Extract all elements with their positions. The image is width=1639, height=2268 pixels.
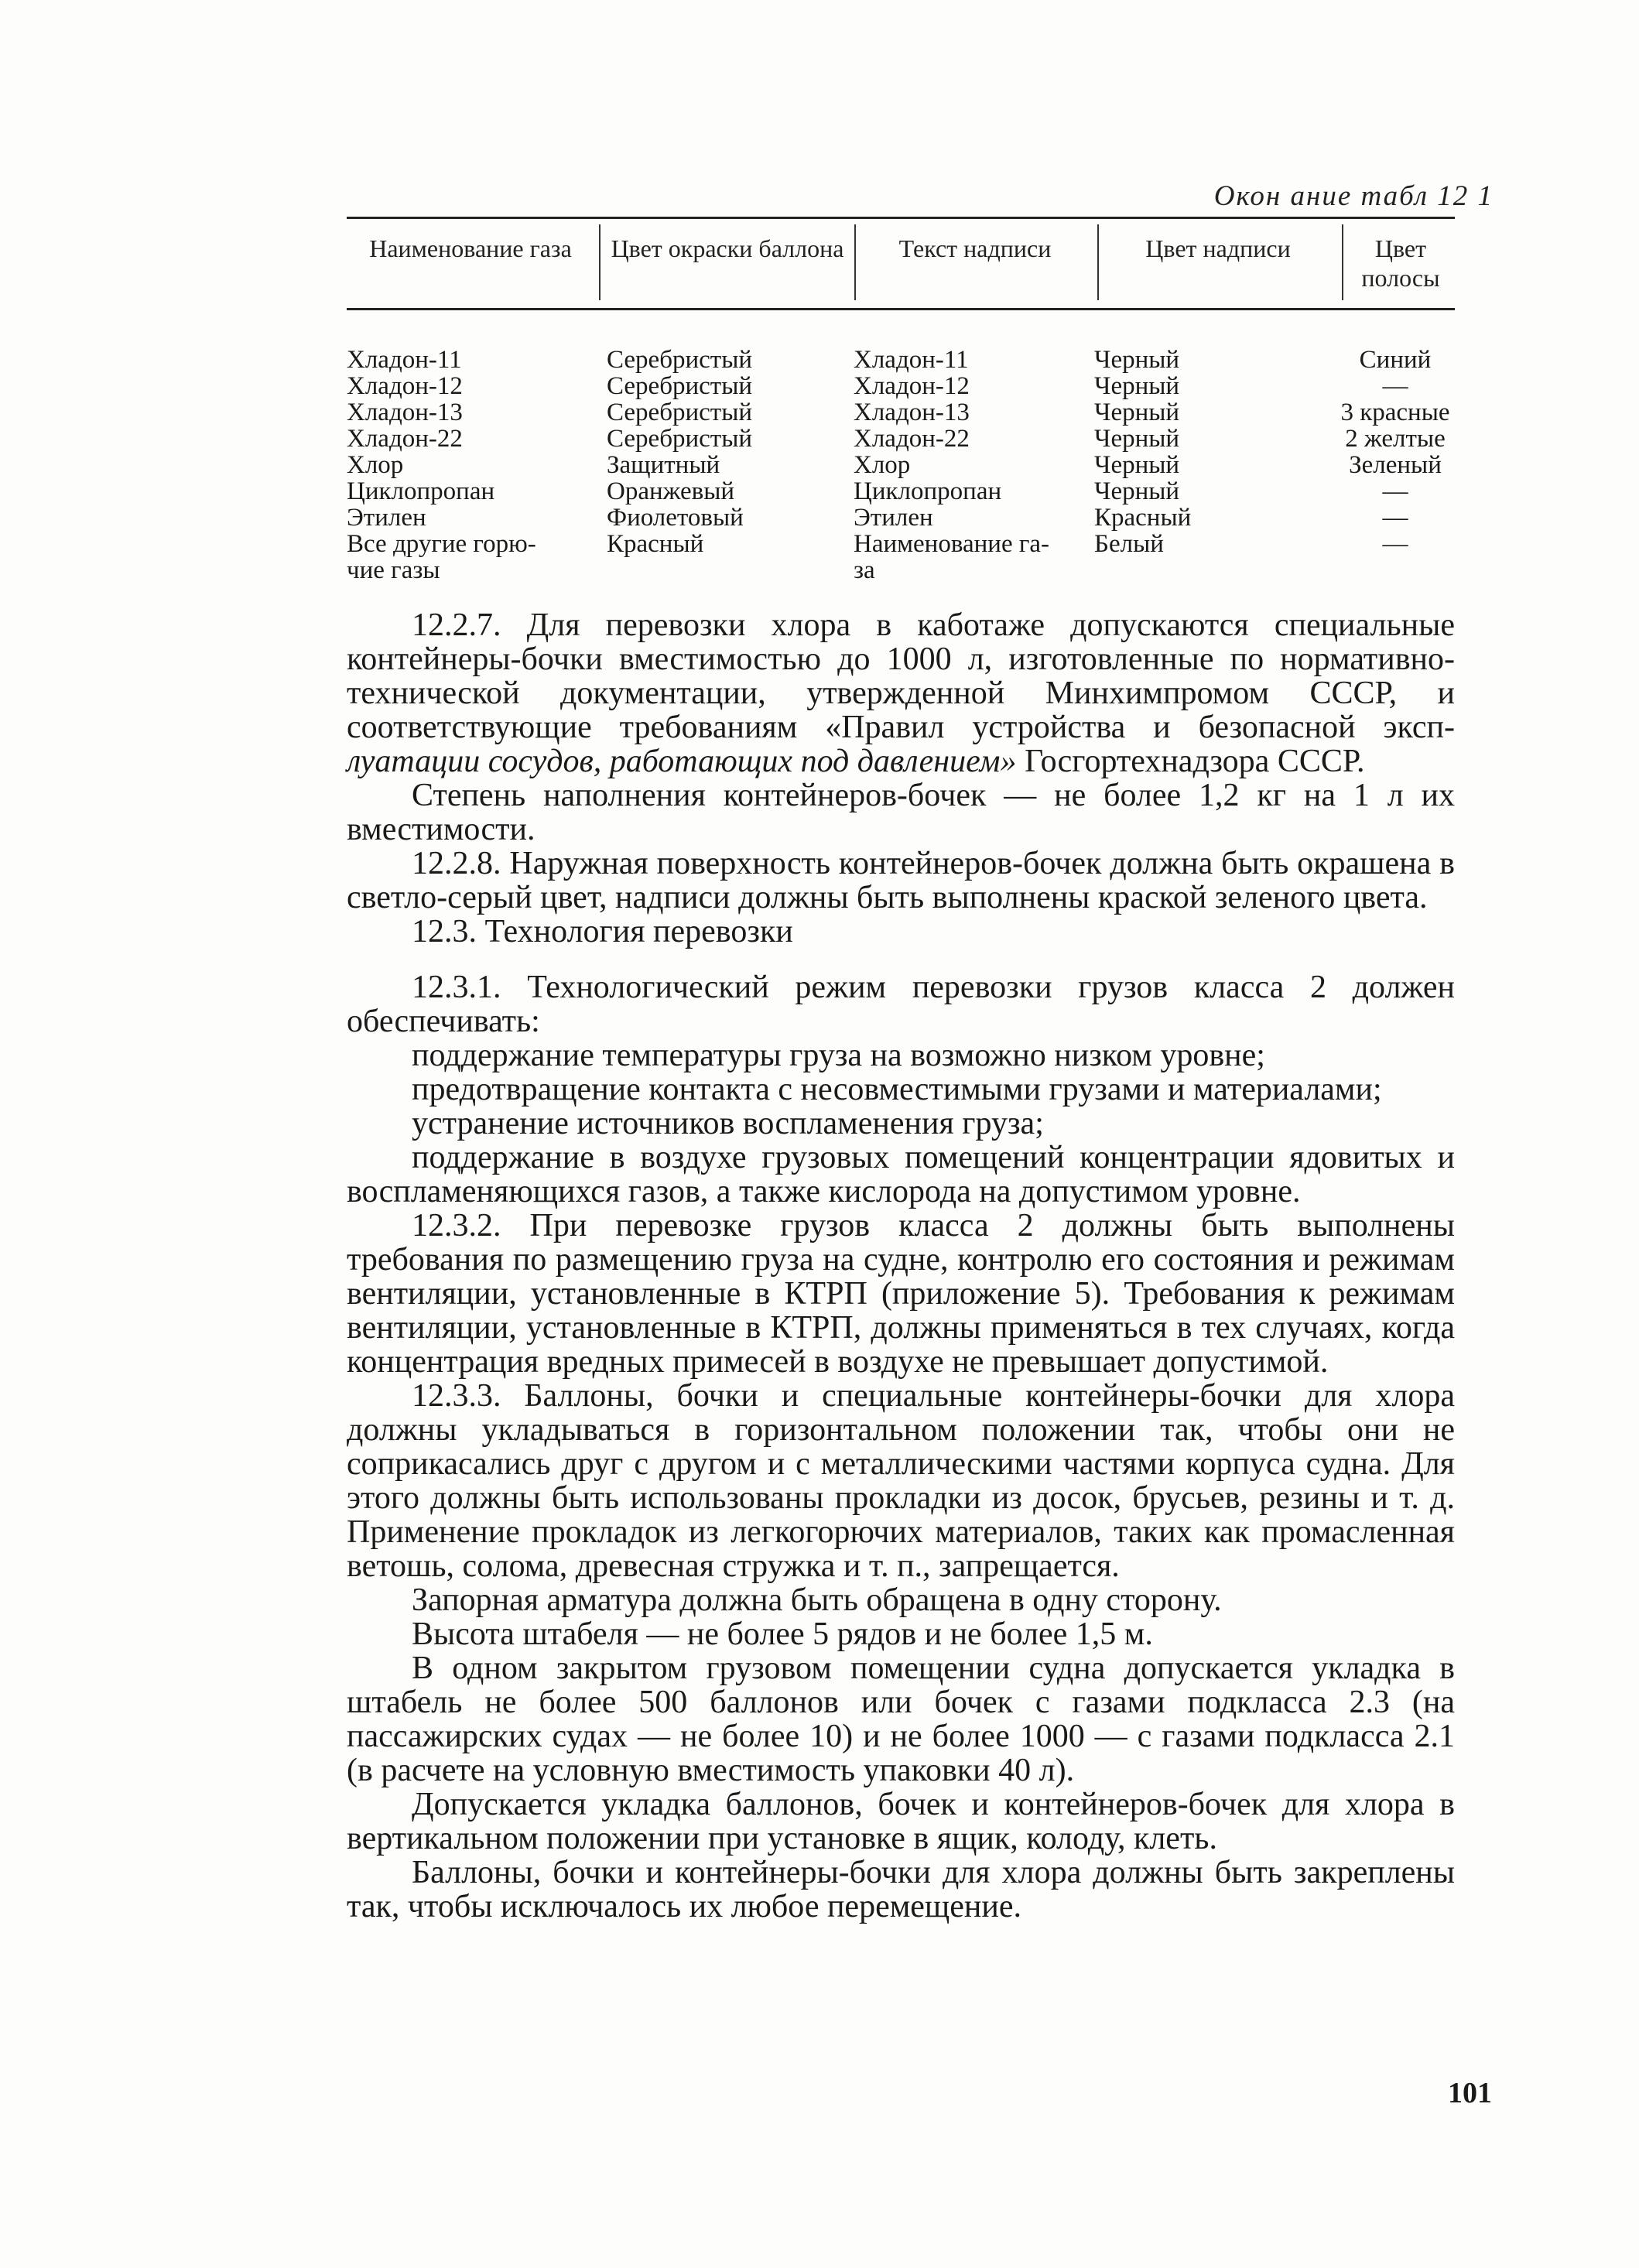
main-text <box>347 608 1455 1924</box>
cell-stripe: 3 красные <box>1340 399 1450 426</box>
cell-inscription-color: Черный <box>1094 399 1180 426</box>
page-number: 101 <box>1448 2077 1492 2109</box>
cell-stripe: — <box>1382 530 1408 558</box>
table-row <box>347 399 1455 426</box>
requirement-item: поддержание в воздухе грузовых помещений концентрации ядовитых и воспламеняющихся газов, а также кислорода на допустимом уровне. <box>347 1140 1455 1209</box>
cell-inscription-color: Черный <box>1094 451 1180 479</box>
cell-stripe: — <box>1382 504 1408 532</box>
cell-gas: Циклопропан <box>347 477 495 505</box>
cell-stripe: — <box>1382 477 1408 505</box>
paragraph-text: Госгортехнадзора СССР. <box>1016 744 1365 779</box>
cell-inscription: Наименование га- <box>854 530 1050 558</box>
cell-inscription: Циклопропан <box>854 477 1002 505</box>
header-separator <box>1342 224 1343 300</box>
cell-gas: Хлор <box>347 451 404 479</box>
cell-cylinder-color: Фиолетовый <box>607 504 744 532</box>
cell-cylinder-color: Серебристый <box>607 425 753 453</box>
cell-inscription-color: Черный <box>1094 372 1180 400</box>
header-cylinder-color: Цвет окраски баллона <box>611 234 844 262</box>
paragraph-valves: Запорная арматура должна быть обращена в одну сторону. <box>412 1582 1222 1618</box>
cell-cylinder-color: Красный <box>607 530 704 558</box>
cell-inscription: Хлор <box>854 451 911 479</box>
spacer <box>347 949 1455 970</box>
cell-inscription-color: Белый <box>1094 530 1164 558</box>
cell-inscription-color: Черный <box>1094 425 1180 453</box>
cell-cylinder-color: Серебристый <box>607 346 753 374</box>
paragraph-12-2-7 <box>347 608 1455 778</box>
header-separator <box>599 224 601 300</box>
paragraph-12-3-1: 12.3.1. Технологический режим перевозки грузов класса 2 должен обеспечивать: <box>347 970 1455 1039</box>
paragraph-12-3-3: 12.3.3. Баллоны, бочки и специальные контейнеры-бочки для хлора должны укладываться в горизонтальном положении так, чтобы они не соприкасались друг с другом и с металлическими частями корпуса судна. Для этого должны быть использованы прокладки из досок, брусьев, резины и т. д. Применение прокладок из легкогорючих материалов, таких как промасленная ветошь, солома, древесная стружка и т. п., запрещается. <box>347 1378 1455 1584</box>
table-row <box>347 505 1455 531</box>
cell-inscription-color: Красный <box>1094 504 1192 532</box>
cell-inscription: Этилен <box>854 504 933 532</box>
cell-stripe: Синий <box>1359 346 1432 374</box>
table-header-rule <box>347 308 1455 310</box>
table-row <box>347 557 1455 583</box>
table-row <box>347 347 1455 373</box>
paragraph-12-2-8: 12.2.8. Наружная поверхность контейнеров-бочек должна быть окрашена в светло-серый цвет, надписи должны быть выполнены краской зеленого цвета. <box>347 846 1455 915</box>
cell-stripe: — <box>1382 372 1408 400</box>
section-heading-12-3: 12.3. Технология перевозки <box>412 914 793 949</box>
cell-gas: Этилен <box>347 504 426 532</box>
paragraph-fill-degree: Степень наполнения контейнеров-бочек — не более 1,2 кг на 1 л их вместимости. <box>347 778 1455 847</box>
header-separator <box>1097 224 1099 300</box>
table-row <box>347 452 1455 478</box>
header-inscription-text: Текст надписи <box>898 234 1052 262</box>
cell-gas: чие газы <box>347 556 440 584</box>
requirement-item: предотвращение контакта с несовместимыми грузами и материалами; <box>412 1072 1382 1107</box>
cell-stripe: 2 желтые <box>1345 425 1446 453</box>
cell-gas: Хладон-22 <box>347 425 463 453</box>
paragraph-text: 12.2.7. Для перевозки хлора в каботаже допускаются специальные контейнеры-бочки вместимостью до 1000 л, изготовленные по нормативно-технической документации, утвержденной Минхимпромом СССР, и соответствующие требованиям «Правил устройства и безопасной эксп- <box>347 607 1455 745</box>
header-separator <box>854 224 856 300</box>
cell-inscription: Хладон-12 <box>854 372 970 400</box>
cell-inscription-color: Черный <box>1094 477 1180 505</box>
paragraph-hold-limits: В одном закрытом грузовом помещении судна допускается укладка в штабель не более 500 баллонов или бочек с газами подкласса 2.3 (на пассажирских судах — не более 10) и не более 1000 — с газами подкласса 2.1 (в расчете на условную вместимость упаковки 40 л). <box>347 1651 1455 1788</box>
paragraph-stack-height: Высота штабеля — не более 5 рядов и не более 1,5 м. <box>412 1616 1153 1652</box>
rules-title-italic: луатации сосудов, работающих под давлением» <box>347 744 1017 779</box>
cell-gas: Хладон-12 <box>347 372 463 400</box>
cell-inscription: Хладон-11 <box>854 346 969 374</box>
table-top-rule <box>347 217 1455 219</box>
cell-gas: Все другие горю- <box>347 530 536 558</box>
paragraph-vertical-stowage: Допускается укладка баллонов, бочек и контейнеров-бочек для хлора в вертикальном положении при установке в ящик, колоду, клеть. <box>347 1787 1455 1856</box>
cell-cylinder-color: Оранжевый <box>607 477 735 505</box>
table-row <box>347 478 1455 505</box>
cell-inscription: Хладон-22 <box>854 425 970 453</box>
cell-cylinder-color: Серебристый <box>607 372 753 400</box>
header-inscription-color: Цвет надписи <box>1145 234 1291 262</box>
table-row <box>347 531 1455 557</box>
header-gas-name: Наименование газа <box>369 234 572 262</box>
requirement-item: поддержание температуры груза на возможно низком уровне; <box>412 1038 1265 1073</box>
paragraph-12-3-2: 12.3.2. При перевозке грузов класса 2 должны быть выполнены требования по размещению груза на судне, контролю его состояния и режимам вентиляции, установленные в КТРП (приложение 5). Требования к режимам вентиляции, установленные в КТРП, должны применяться в тех случаях, когда концентрация вредных примесей в воздухе не превышает допустимой. <box>347 1208 1455 1380</box>
cell-stripe: Зеленый <box>1349 451 1442 479</box>
header-stripe-color: Цвет полосы <box>1361 234 1440 292</box>
table-continuation-note: Окон ание табл 12 1 <box>1213 180 1494 212</box>
cell-cylinder-color: Серебристый <box>607 399 753 426</box>
table-row <box>347 426 1455 452</box>
table-row <box>347 373 1455 399</box>
paragraph-securing: Баллоны, бочки и контейнеры-бочки для хлора должны быть закреплены так, чтобы исключалось их любое перемещение. <box>347 1855 1455 1924</box>
cell-inscription-color: Черный <box>1094 346 1180 374</box>
cell-gas: Хладон-13 <box>347 399 463 426</box>
cell-inscription: за <box>854 556 875 584</box>
cell-cylinder-color: Защитный <box>607 451 720 479</box>
cell-gas: Хладон-11 <box>347 346 462 374</box>
cell-inscription: Хладон-13 <box>854 399 970 426</box>
requirement-item: устранение источников воспламенения груза; <box>412 1106 1044 1141</box>
